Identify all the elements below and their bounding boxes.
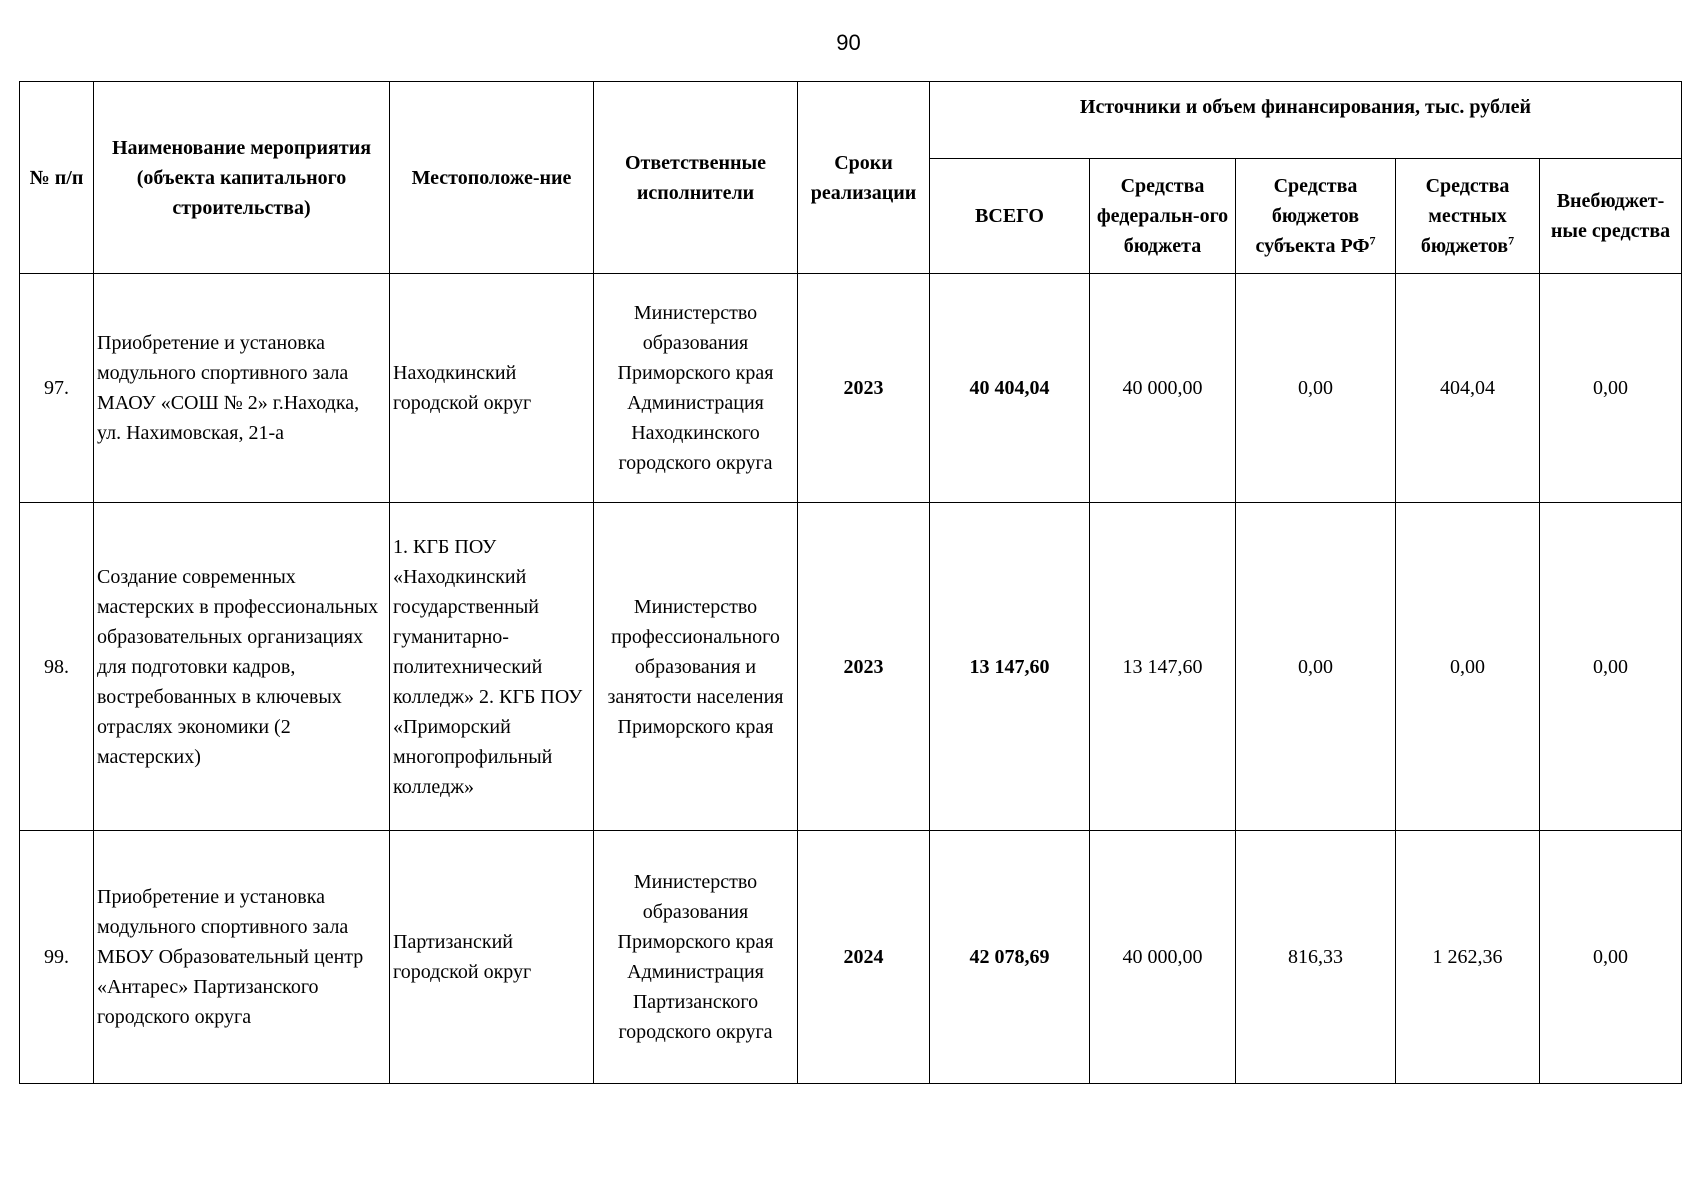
row-num: 97. bbox=[20, 274, 94, 503]
row-term: 2023 bbox=[798, 274, 930, 503]
col-header-local bbox=[1396, 159, 1540, 274]
row-term: 2023 bbox=[798, 503, 930, 831]
col-header-name: Наименование мероприятия (объекта капитального строительства) bbox=[94, 82, 390, 274]
col-header-num: № п/п bbox=[20, 82, 94, 274]
row-responsible: Министерство образования Приморского края Администрация Находкинского городского округа bbox=[594, 274, 798, 503]
col-header-location: Местоположе-ние bbox=[390, 82, 594, 274]
row-num: 99. bbox=[20, 831, 94, 1084]
row-responsible: Министерство профессионального образования и занятости населения Приморского края bbox=[594, 503, 798, 831]
row-responsible: Министерство образования Приморского края Администрация Партизанского городского округа bbox=[594, 831, 798, 1084]
row-federal: 40 000,00 bbox=[1090, 274, 1236, 503]
col-header-term: Сроки реализации bbox=[798, 82, 930, 274]
row-local: 1 262,36 bbox=[1396, 831, 1540, 1084]
footnote-mark: 7 bbox=[1369, 233, 1376, 248]
row-regional: 816,33 bbox=[1236, 831, 1396, 1084]
row-location: Партизанский городской округ bbox=[390, 831, 594, 1084]
table-row bbox=[20, 831, 1682, 1084]
row-regional: 0,00 bbox=[1236, 274, 1396, 503]
table-row bbox=[20, 274, 1682, 503]
row-name: Приобретение и установка модульного спортивного зала МАОУ «СОШ № 2» г.Находка, ул. Нахимовская, 21-а bbox=[94, 274, 390, 503]
row-extra: 0,00 bbox=[1540, 831, 1682, 1084]
row-local: 0,00 bbox=[1396, 503, 1540, 831]
row-total: 40 404,04 bbox=[930, 274, 1090, 503]
row-total: 42 078,69 bbox=[930, 831, 1090, 1084]
row-federal: 40 000,00 bbox=[1090, 831, 1236, 1084]
col-header-extra: Внебюджет-ные средства bbox=[1540, 159, 1682, 274]
local-label: Средства местных бюджетов bbox=[1420, 175, 1510, 257]
row-name: Приобретение и установка модульного спортивного зала МБОУ Образовательный центр «Антарес» Партизанского городского округа bbox=[94, 831, 390, 1084]
col-header-regional bbox=[1236, 159, 1396, 274]
row-location: Находкинский городской округ bbox=[390, 274, 594, 503]
financing-table bbox=[19, 81, 1682, 1084]
col-header-funding: Источники и объем финансирования, тыс. рублей bbox=[930, 82, 1682, 159]
header-row-1 bbox=[20, 82, 1682, 159]
row-regional: 0,00 bbox=[1236, 503, 1396, 831]
col-header-total: ВСЕГО bbox=[930, 159, 1090, 274]
col-header-federal: Средства федеральн-ого бюджета bbox=[1090, 159, 1236, 274]
row-location: 1. КГБ ПОУ «Находкинский государственный гуманитарно-политехнический колледж» 2. КГБ ПОУ «Приморский многопрофильный колледж» bbox=[390, 503, 594, 831]
footnote-mark: 7 bbox=[1508, 233, 1515, 248]
row-num: 98. bbox=[20, 503, 94, 831]
row-federal: 13 147,60 bbox=[1090, 503, 1236, 831]
regional-label: Средства бюджетов субъекта РФ bbox=[1255, 175, 1370, 257]
row-extra: 0,00 bbox=[1540, 503, 1682, 831]
row-name: Создание современных мастерских в профессиональных образовательных организациях для подготовки кадров, востребованных в ключевых отраслях экономики (2 мастерских) bbox=[94, 503, 390, 831]
table-row bbox=[20, 503, 1682, 831]
row-extra: 0,00 bbox=[1540, 274, 1682, 503]
page-number: 90 bbox=[836, 30, 861, 55]
col-header-responsible: Ответственные исполнители bbox=[594, 82, 798, 274]
row-term: 2024 bbox=[798, 831, 930, 1084]
row-total: 13 147,60 bbox=[930, 503, 1090, 831]
row-local: 404,04 bbox=[1396, 274, 1540, 503]
